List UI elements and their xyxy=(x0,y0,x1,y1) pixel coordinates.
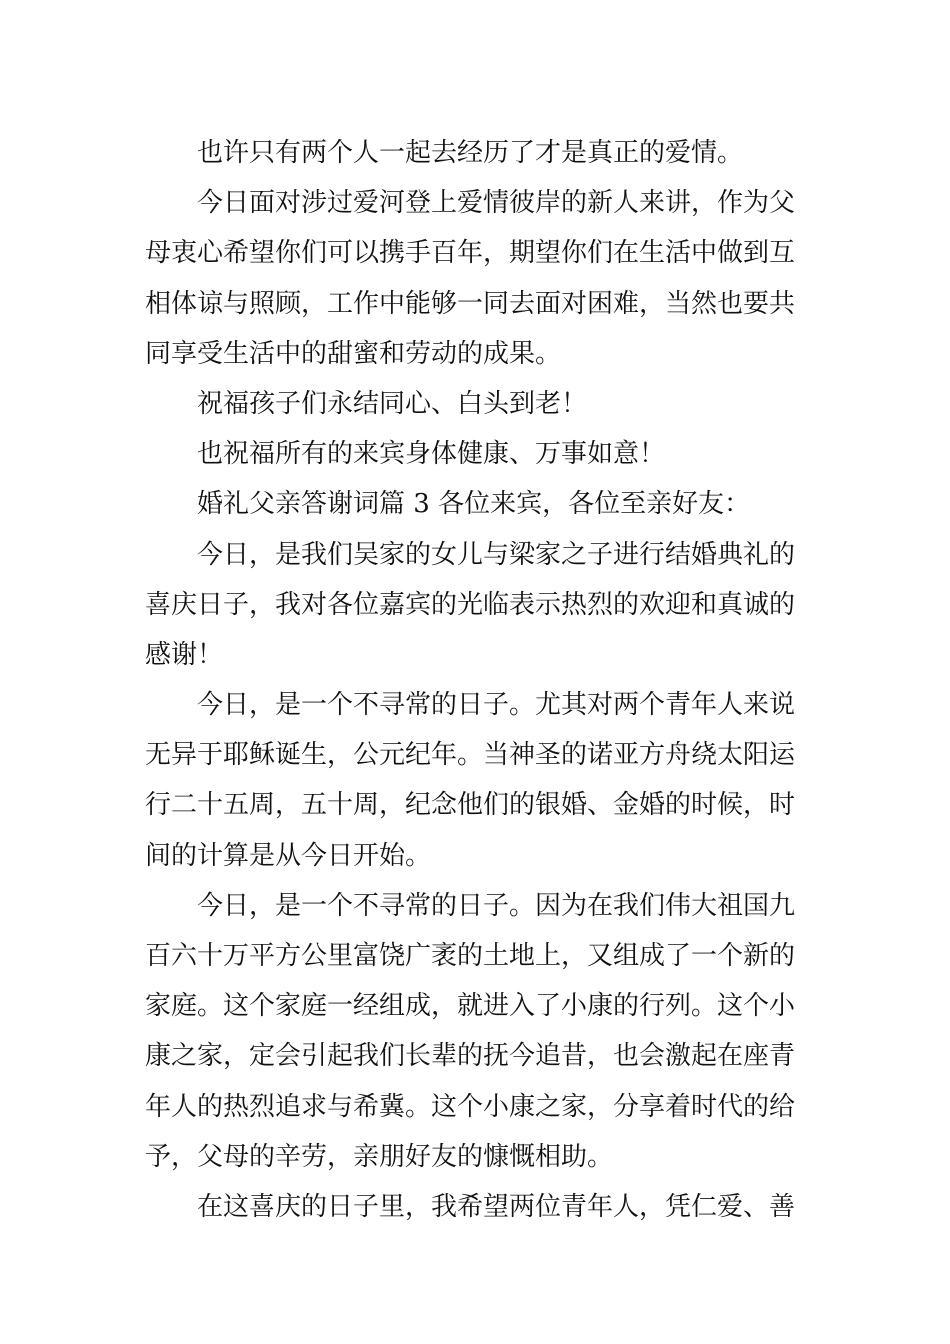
text-line: 今日，是我们吴家的女儿与梁家之子进行结婚典礼的 xyxy=(197,539,796,570)
text-line: 间的计算是从今日开始。 xyxy=(145,840,432,871)
text-line: 也许只有两个人一起去经历了才是真正的爱情。 xyxy=(197,138,744,168)
text-line: 行二十五周，五十周，纪念他们的银婚、金婚的时候，时 xyxy=(145,790,796,821)
text-line: 相体谅与照顾，工作中能够一同去面对困难，当然也要共 xyxy=(145,288,796,319)
text-line: 年人的热烈追求与希冀。这个小康之家，分享着时代的给 xyxy=(145,1091,796,1122)
text-line: 祝福孩子们永结同心、白头到老！ xyxy=(197,388,588,419)
text-line: 今日面对涉过爱河登上爱情彼岸的新人来讲，作为父 xyxy=(197,188,796,219)
text-line: 在这喜庆的日子里，我希望两位青年人，凭仁爱、善 xyxy=(197,1191,796,1222)
text-line: 今日，是一个不寻常的日子。因为在我们伟大祖国九 xyxy=(197,890,796,921)
text-line: 家庭。这个家庭一经组成，就进入了小康的行列。这个小 xyxy=(145,991,796,1022)
text-line: 百六十万平方公里富饶广袤的土地上，又组成了一个新的 xyxy=(145,941,796,971)
text-line: 同享受生活中的甜蜜和劳动的成果。 xyxy=(145,338,562,369)
document-body xyxy=(145,128,815,1232)
text-line: 感谢！ xyxy=(145,639,224,670)
text-line: 今日，是一个不寻常的日子。尤其对两个青年人来说 xyxy=(197,690,796,721)
text-line: 母衷心希望你们可以携手百年，期望你们在生活中做到互 xyxy=(145,238,796,269)
section-heading-line: 婚礼父亲答谢词篇 3 各位来宾，各位至亲好友： xyxy=(197,489,751,520)
text-line: 喜庆日子，我对各位嘉宾的光临表示热烈的欢迎和真诚的 xyxy=(145,589,796,620)
text-line: 也祝福所有的来宾身体健康、万事如意！ xyxy=(197,439,666,470)
text-line: 康之家，定会引起我们长辈的抚今追昔，也会激起在座青 xyxy=(145,1041,796,1072)
text-line: 予，父母的辛劳，亲朋好友的慷慨相助。 xyxy=(145,1141,614,1172)
text-line: 无异于耶稣诞生，公元纪年。当神圣的诺亚方舟绕太阳运 xyxy=(145,740,796,771)
